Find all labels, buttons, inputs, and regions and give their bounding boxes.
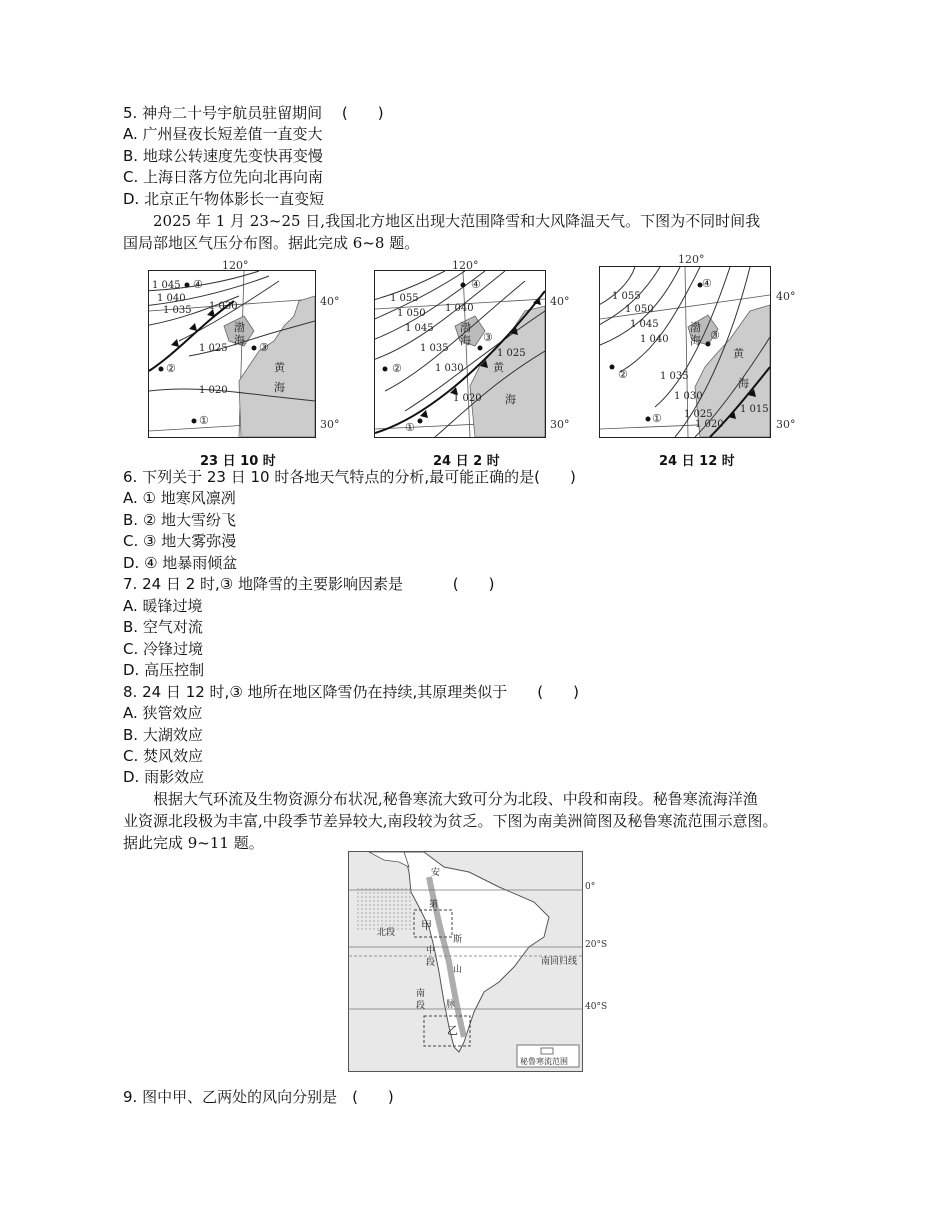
q7-stem: 7. 24 日 2 时,③ 地降雪的主要影响因素是 ( )	[123, 575, 495, 593]
andes-4: 山	[453, 965, 463, 975]
m2-point-1: ①	[405, 421, 415, 434]
andes-5: 脉	[446, 1000, 456, 1010]
q8-option-a: A. 狭管效应	[123, 704, 203, 722]
m1-point-2: ②	[166, 362, 176, 375]
m1-lat-30: 30°	[320, 418, 340, 431]
pressure-map-23d10h	[148, 270, 316, 438]
m2-isobar: 1 055	[390, 293, 419, 304]
andes-3: 斯	[453, 935, 463, 945]
m1-lat-40: 40°	[320, 295, 340, 308]
pressure-map-24d02h	[374, 270, 546, 438]
intro2-line1: 根据大气环流及生物资源分布状况,秘鲁寒流大致可分为北段、中段和南段。秘鲁寒流海洋渔	[153, 790, 758, 808]
m3-lat-30: 30°	[776, 418, 796, 431]
m1-isobar: 1 020	[199, 385, 228, 396]
m2-lat-40: 40°	[550, 295, 570, 308]
q7-option-b: B. 空气对流	[123, 618, 203, 636]
q8-option-c: C. 焚风效应	[123, 747, 204, 765]
q5-stem: 5. 神舟二十号宇航员驻留期间 ( )	[123, 104, 384, 122]
intro2-line3: 据此完成 9~11 题。	[123, 834, 264, 852]
m1-isobar: 1 025	[199, 343, 228, 354]
m3-caption: 24 日 12 时	[659, 454, 735, 469]
m3-isobar: 1 055	[612, 291, 641, 302]
m2-point-4: ④	[471, 278, 481, 291]
m2-point-3: ③	[483, 331, 493, 344]
label-jia: 甲	[421, 919, 432, 932]
m3-isobar: 1 025	[684, 409, 713, 420]
q6-option-d: D. ④ 地暴雨倾盆	[123, 554, 238, 572]
m3-huanghai: 黄	[733, 347, 744, 360]
intro-paragraph-1	[123, 210, 843, 254]
q6-option-a: A. ① 地寒风凛冽	[123, 489, 236, 507]
m1-isobar: 1 035	[163, 305, 192, 316]
m2-bohai: 渤	[460, 321, 471, 334]
m1-huanghai: 黄	[274, 361, 285, 374]
m1-isobar: 1 040	[157, 293, 186, 304]
m3-isobar: 1 050	[625, 304, 654, 315]
m2-isobar: 1 030	[435, 363, 464, 374]
m2-isobar: 1 025	[497, 348, 526, 359]
m3-isobar: 1 045	[630, 319, 659, 330]
lat-0: 0°	[585, 882, 596, 892]
q8-option-b: B. 大湖效应	[123, 726, 203, 744]
m3-point-3: ③	[710, 329, 720, 342]
m2-huanghai: 黄	[493, 361, 504, 374]
m3-isobar: 1 015	[740, 404, 769, 415]
m2-lat-30: 30°	[550, 418, 570, 431]
q5-option-d: D. 北京正午物体影长一直变短	[123, 190, 325, 208]
q5-option-b: B. 地球公转速度先变快再变慢	[123, 147, 323, 165]
m2-point-2: ②	[392, 362, 402, 375]
m1-bohai-2: 海	[234, 334, 245, 347]
q5-option-c: C. 上海日落方位先向北再向南	[123, 168, 324, 186]
q6-stem: 6. 下列关于 23 日 10 时各地天气特点的分析,最可能正确的是( )	[123, 468, 576, 486]
m2-caption: 24 日 2 时	[433, 454, 500, 469]
q8-option-d: D. 雨影效应	[123, 768, 205, 786]
m1-isobar: 1 030	[209, 301, 238, 312]
m3-lon-120: 120°	[678, 253, 705, 266]
mid-segment-2: 段	[426, 958, 436, 968]
tropic-label: 南回归线	[541, 957, 578, 967]
m3-bohai-2: 海	[690, 334, 701, 347]
south-segment-2: 段	[416, 1001, 426, 1011]
m1-isobar: 1 045	[152, 280, 181, 291]
m2-isobar: 1 035	[420, 343, 449, 354]
q6-option-b: B. ② 地大雪纷飞	[123, 511, 237, 529]
intro1-line2: 国局部地区气压分布图。据此完成 6~8 题。	[123, 234, 420, 252]
andes-1: 安	[431, 868, 441, 878]
north-segment: 北段	[377, 928, 396, 938]
q9-stem: 9. 图中甲、乙两处的风向分别是 ( )	[123, 1088, 394, 1106]
intro2-line2: 业资源北段极为丰富,中段季节差异较大,南段较为贫乏。下图为南美洲简图及秘鲁寒流范围示意图。	[123, 812, 778, 830]
legend-label: 秘鲁寒流范围	[520, 1057, 568, 1066]
m3-isobar: 1 040	[640, 334, 669, 345]
m3-isobar: 1 035	[660, 371, 689, 382]
q5-option-a: A. 广州昼夜长短差值一直变大	[123, 125, 323, 143]
intro1-line1: 2025 年 1 月 23~25 日,我国北方地区出现大范围降雪和大风降温天气。下图为不同时间我	[153, 212, 761, 230]
m1-point-1: ①	[199, 414, 209, 427]
q6-option-c: C. ③ 地大雾弥漫	[123, 532, 237, 550]
south-segment-1: 南	[416, 989, 426, 999]
m2-isobar: 1 020	[453, 393, 482, 404]
m2-isobar: 1 050	[397, 308, 426, 319]
m2-bohai-2: 海	[460, 334, 471, 347]
m3-point-4: ④	[702, 277, 712, 290]
m2-huanghai-2: 海	[505, 393, 516, 406]
pressure-map-24d12h	[599, 266, 771, 438]
intro-paragraph-2	[123, 788, 843, 854]
m3-bohai: 渤	[690, 321, 701, 334]
mid-segment-1: 中	[426, 946, 436, 956]
m3-isobar: 1 020	[695, 419, 724, 430]
m1-bohai: 渤	[234, 321, 245, 334]
m1-caption: 23 日 10 时	[200, 454, 276, 469]
m2-isobar: 1 040	[445, 303, 474, 314]
lat-40s: 40°S	[585, 1002, 608, 1012]
q7-option-d: D. 高压控制	[123, 661, 205, 679]
m3-isobar: 1 030	[674, 391, 703, 402]
andes-2: 第	[429, 900, 439, 910]
m1-lon-120: 120°	[222, 259, 249, 272]
q7-option-c: C. 冷锋过境	[123, 640, 204, 658]
south-america-map	[348, 851, 583, 1072]
m3-huanghai-2: 海	[738, 377, 749, 390]
m3-lat-40: 40°	[776, 290, 796, 303]
m3-point-1: ①	[652, 412, 662, 425]
m3-point-2: ②	[618, 368, 628, 381]
m1-point-4: ④	[193, 278, 203, 291]
q7-option-a: A. 暖锋过境	[123, 597, 203, 615]
m2-isobar: 1 045	[405, 323, 434, 334]
q8-stem: 8. 24 日 12 时,③ 地所在地区降雪仍在持续,其原理类似于 ( )	[123, 683, 580, 701]
m1-huanghai-2: 海	[274, 381, 285, 394]
m1-point-3: ③	[259, 341, 269, 354]
m2-lon-120: 120°	[452, 259, 479, 272]
label-yi: 乙	[447, 1024, 458, 1037]
lat-20s: 20°S	[585, 940, 608, 950]
